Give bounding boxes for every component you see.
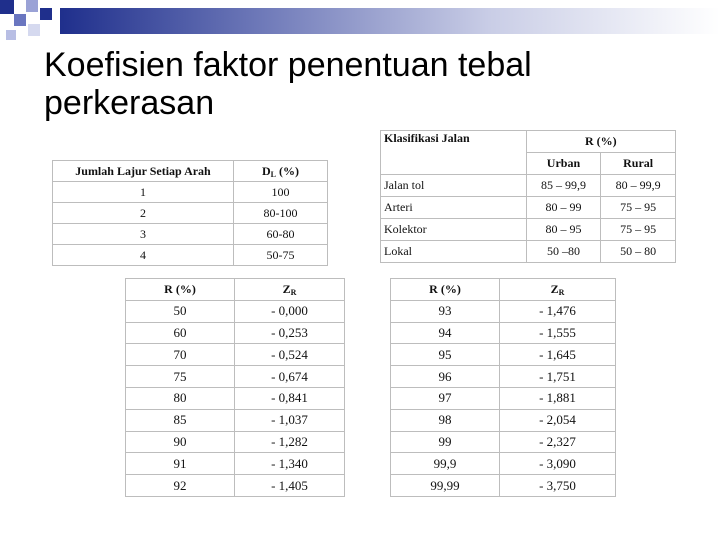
decor-square	[14, 14, 26, 26]
zr-subscript: R	[290, 287, 297, 297]
table-cell: - 1,881	[500, 387, 616, 409]
table-cell: 60	[126, 322, 235, 344]
table-cell: - 1,037	[235, 409, 345, 431]
table-cell: 50 – 80	[601, 241, 676, 263]
table-row	[391, 344, 616, 366]
col-header-rural: Rural	[601, 153, 676, 175]
reliability-classification-table	[380, 130, 676, 263]
decor-square	[6, 30, 16, 40]
table-cell: Jalan tol	[381, 175, 527, 197]
header-gradient-bar	[60, 8, 720, 34]
table-cell: - 0,524	[235, 344, 345, 366]
table-row	[53, 203, 328, 224]
decor-square	[40, 8, 52, 20]
table-cell: - 1,405	[235, 475, 345, 497]
table-row	[53, 245, 328, 266]
table-row	[391, 366, 616, 388]
table-cell: 50	[126, 300, 235, 322]
col-header-urban: Urban	[526, 153, 601, 175]
col-header-r: R (%)	[391, 279, 500, 301]
table-cell: 100	[234, 182, 328, 203]
table-cell: 85	[126, 409, 235, 431]
table-row	[53, 182, 328, 203]
z-value-table-right	[390, 278, 616, 497]
table-cell: - 0,674	[235, 366, 345, 388]
table-cell: 75	[126, 366, 235, 388]
table-cell: 95	[391, 344, 500, 366]
table-cell: 80 – 99,9	[601, 175, 676, 197]
table-header-row	[126, 279, 345, 301]
table-row	[391, 409, 616, 431]
table-row	[381, 175, 676, 197]
table-cell: 70	[126, 344, 235, 366]
table-row	[381, 197, 676, 219]
table-cell: - 1,645	[500, 344, 616, 366]
col-header-r: R (%)	[526, 131, 675, 153]
decor-square	[0, 0, 14, 14]
table-cell: - 1,340	[235, 453, 345, 475]
table-cell: - 1,555	[500, 322, 616, 344]
table-header-row	[391, 279, 616, 301]
table-cell: 94	[391, 322, 500, 344]
table-cell: - 2,327	[500, 431, 616, 453]
table-cell: 99	[391, 431, 500, 453]
dl-unit: (%)	[279, 163, 299, 178]
table-cell: - 3,750	[500, 475, 616, 497]
table-cell: 99,9	[391, 453, 500, 475]
table-row	[126, 387, 345, 409]
table-cell: - 0,841	[235, 387, 345, 409]
table-row	[126, 409, 345, 431]
dl-subscript: L	[270, 169, 276, 179]
table-cell: 92	[126, 475, 235, 497]
table-row	[126, 475, 345, 497]
table-cell: 50 –80	[526, 241, 601, 263]
table-cell: 80	[126, 387, 235, 409]
table-cell: 80 – 95	[526, 219, 601, 241]
table-cell: - 1,282	[235, 431, 345, 453]
col-header-lanes: Jumlah Lajur Setiap Arah	[53, 161, 234, 182]
decor-square	[28, 24, 40, 36]
table-cell: Kolektor	[381, 219, 527, 241]
table-row	[391, 387, 616, 409]
table-row	[126, 300, 345, 322]
table-cell: - 2,054	[500, 409, 616, 431]
table-row	[381, 241, 676, 263]
table-cell: 4	[53, 245, 234, 266]
slide-title	[44, 46, 684, 122]
col-header-zr	[235, 279, 345, 301]
table-cell: - 1,751	[500, 366, 616, 388]
table-row	[391, 431, 616, 453]
table-cell: 75 – 95	[601, 219, 676, 241]
z-value-table-left	[125, 278, 345, 497]
table-cell: 91	[126, 453, 235, 475]
table-cell: 85 – 99,9	[526, 175, 601, 197]
table-row	[391, 300, 616, 322]
table-cell: 50-75	[234, 245, 328, 266]
table-cell: 80 – 99	[526, 197, 601, 219]
table-row	[391, 453, 616, 475]
table-cell: 98	[391, 409, 500, 431]
table-cell: - 0,000	[235, 300, 345, 322]
table-row	[381, 219, 676, 241]
zr-subscript: R	[558, 287, 565, 297]
slide-title-line-2: perkerasan	[44, 84, 215, 122]
table-row	[126, 322, 345, 344]
table-cell: 96	[391, 366, 500, 388]
table-cell: 97	[391, 387, 500, 409]
table-cell: 3	[53, 224, 234, 245]
table-row	[53, 224, 328, 245]
col-header-classification: Klasifikasi Jalan	[381, 131, 527, 175]
table-cell: Lokal	[381, 241, 527, 263]
table-header-row	[53, 161, 328, 182]
table-cell: - 0,253	[235, 322, 345, 344]
slide-title-line-1: Koefisien faktor penentuan tebal	[44, 46, 532, 84]
table-cell: 99,99	[391, 475, 500, 497]
col-header-r: R (%)	[126, 279, 235, 301]
table-cell: 93	[391, 300, 500, 322]
lane-distribution-table	[52, 160, 328, 266]
table-cell: 90	[126, 431, 235, 453]
table-row	[126, 453, 345, 475]
zr-symbol: Z	[550, 281, 559, 296]
table-header-row	[381, 131, 676, 153]
table-row	[391, 475, 616, 497]
col-header-dl	[234, 161, 328, 182]
table-cell: - 3,090	[500, 453, 616, 475]
table-cell: 2	[53, 203, 234, 224]
col-header-zr	[500, 279, 616, 301]
decor-square	[26, 0, 38, 12]
table-row	[126, 344, 345, 366]
table-cell: 60-80	[234, 224, 328, 245]
table-row	[126, 431, 345, 453]
table-cell: 80-100	[234, 203, 328, 224]
table-cell: - 1,476	[500, 300, 616, 322]
dl-symbol: D	[261, 163, 271, 178]
zr-symbol: Z	[282, 281, 291, 296]
table-cell: 1	[53, 182, 234, 203]
table-row	[126, 366, 345, 388]
table-row	[391, 322, 616, 344]
table-cell: 75 – 95	[601, 197, 676, 219]
table-cell: Arteri	[381, 197, 527, 219]
